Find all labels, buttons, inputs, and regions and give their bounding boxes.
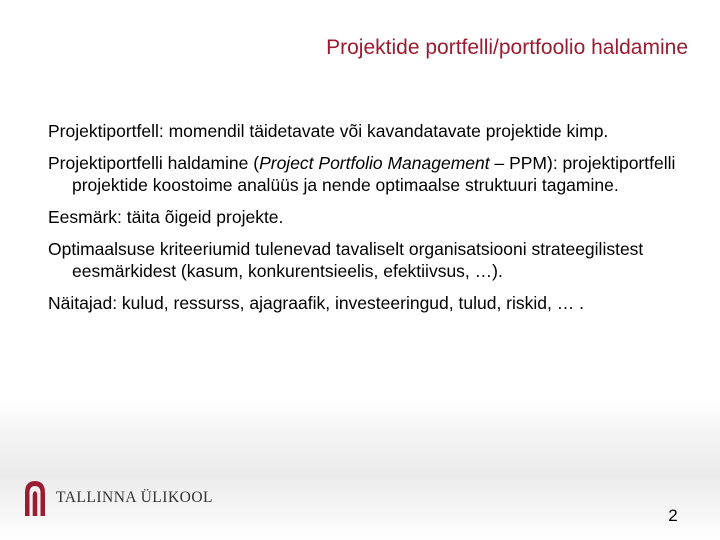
university-logo [24, 478, 213, 518]
footer-band [0, 398, 720, 540]
paragraph-definition: Projektiportfell: momendil täidetavate või kavandatavate projektide kimp. [48, 121, 609, 141]
paragraph-goal: Eesmärk: täita õigeid projekte. [48, 207, 284, 227]
ppm-term-italic: Project Portfolio Management [259, 153, 490, 173]
ppm-text-after: – PPM): projektiportfelli projektide koostoime analüüs ja nende optimaalse struktuuri tagamine. [72, 153, 676, 195]
ppm-text-before: Projektiportfelli haldamine ( [48, 153, 260, 173]
page-number: 2 [668, 506, 678, 525]
paragraph-indicators: Näitajad: kulud, ressurss, ajagraafik, investeeringud, tulud, riskid, … . [48, 293, 584, 313]
slide-content [48, 120, 708, 324]
tallinn-university-arch-logo-icon [24, 480, 46, 516]
paragraph-ppm [48, 152, 708, 196]
paragraph-criteria: Optimaalsuse kriteeriumid tulenevad tavaliselt organisatsiooni strateegilistest eesmärkidest (kasum, konkurentsieelis, efektiivsus, …). [48, 239, 644, 281]
slide-title: Projektide portfelli/portfoolio haldamine [326, 36, 688, 59]
logo-text: TALLINNA ÜLIKOOL [56, 489, 213, 506]
